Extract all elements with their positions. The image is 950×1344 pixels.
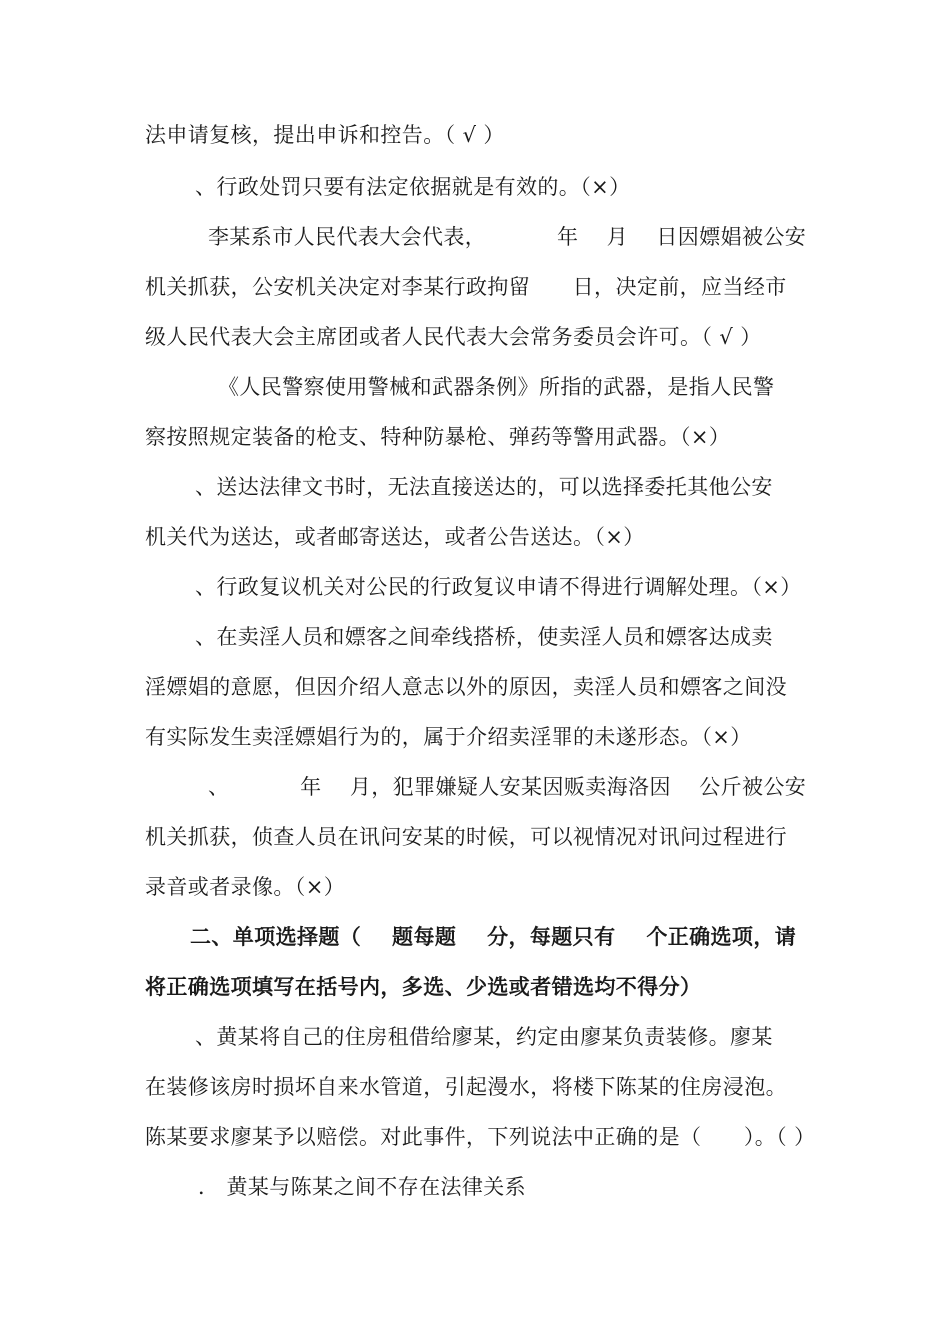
- text-line-4: 机关抓获，公安机关决定对李某行政拘留 日，决定前，应当经市: [145, 275, 787, 299]
- text-line-5: 级人民代表大会主席团或者人民代表大会常务委员会许可。（ √ ）: [145, 325, 762, 349]
- text-line-13: 有实际发生卖淫嫖娼行为的，属于介绍卖淫罪的未遂形态。（×）: [145, 725, 752, 749]
- text-line-1: 法申请复核，提出申诉和控告。（ √ ）: [145, 123, 505, 147]
- text-line-12: 淫嫖娼的意愿，但因介绍人意志以外的原因，卖淫人员和嫖客之间没: [145, 675, 787, 699]
- text-line-11: 、在卖淫人员和嫖客之间牵线搭桥，使卖淫人员和嫖客达成卖: [195, 625, 773, 649]
- text-line-8: 、送达法律文书时，无法直接送达的，可以选择委托其他公安: [195, 475, 773, 499]
- text-line-10: 、行政复议机关对公民的行政复议申请不得进行调解处理。（×）: [195, 575, 802, 599]
- text-line-20: 在装修该房时损坏自来水管道，引起漫水，将楼下陈某的住房浸泡。: [145, 1075, 787, 1099]
- text-line-2: 、行政处罚只要有法定依据就是有效的。（×）: [195, 175, 631, 199]
- text-line-6: 《人民警察使用警械和武器条例》所指的武器，是指人民警: [218, 375, 775, 399]
- text-line-21: 陈某要求廖某予以赔偿。对此事件，下列说法中正确的是（ ）。（ ）: [145, 1125, 816, 1149]
- section-heading-cont: 将正确选项填写在括号内，多选、少选或者错选均不得分）: [145, 975, 702, 999]
- text-line-15: 机关抓获，侦查人员在讯问安某的时候，可以视情况对讯问过程进行: [145, 825, 787, 849]
- text-line-7: 察按照规定装备的枪支、特种防暴枪、弹药等警用武器。（×）: [145, 425, 731, 449]
- text-line-3: 李某系市人民代表大会代表， 年 月 日因嫖娼被公安: [208, 225, 807, 249]
- option-a: ． 黄某与陈某之间不存在法律关系: [198, 1175, 527, 1199]
- section-heading: 二、单项选择题（ 题每题 分，每题只有 个正确选项，请: [190, 925, 797, 949]
- text-line-9: 机关代为送达，或者邮寄送达，或者公告送达。（×）: [145, 525, 645, 549]
- text-line-14: 、 年 月，犯罪嫌疑人安某因贩卖海洛因 公斤被公安: [208, 775, 807, 799]
- text-line-19: 、黄某将自己的住房租借给廖某，约定由廖某负责装修。廖某: [195, 1025, 773, 1049]
- text-line-16: 录音或者录像。（×）: [145, 875, 346, 899]
